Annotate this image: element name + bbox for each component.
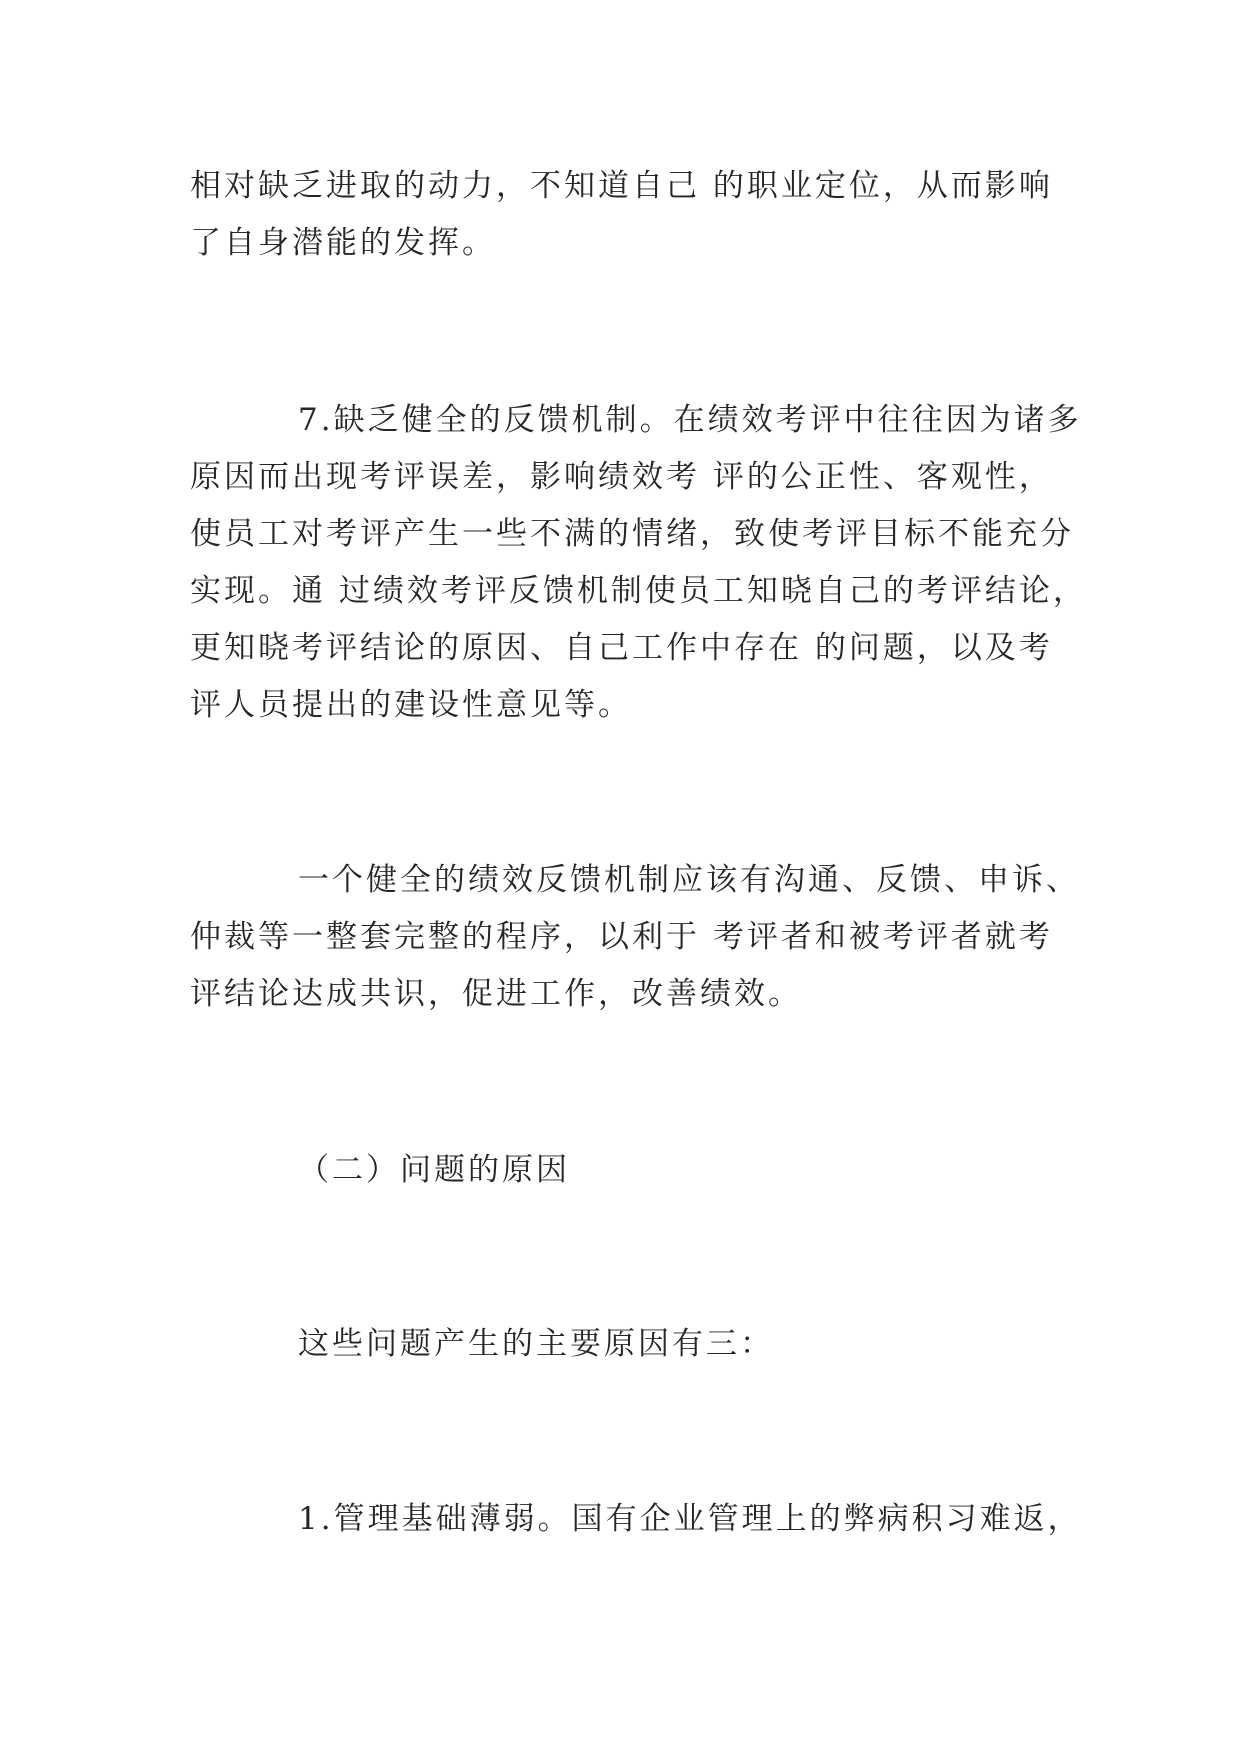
paragraph-line: 更知晓考评结论的原因、自己工作中存在 的问题，以及考 [190, 630, 1053, 666]
paragraph-line: 实现。通 过绩效考评反馈机制使员工知晓自己的考评结论， [190, 573, 1087, 609]
paragraph-line: 了自身潜能的发挥。 [190, 225, 496, 261]
paragraph-line: 1.管理基础薄弱。国有企业管理上的弊病积习难返， [298, 1501, 1082, 1537]
paragraph-line: 使员工对考评产生一些不满的情绪，致使考评目标不能充分 [190, 516, 1074, 552]
paragraph-line: 这些问题产生的主要原因有三： [298, 1326, 774, 1362]
paragraph-line: 7.缺乏健全的反馈机制。在绩效考评中往往因为诸多 [298, 402, 1082, 438]
paragraph-line: 评人员提出的建设性意见等。 [190, 687, 632, 723]
section-heading: （二）问题的原因 [298, 1152, 570, 1188]
paragraph-line: 相对缺乏进取的动力，不知道自己 的职业定位，从而影响 [190, 168, 1053, 204]
paragraph-line: 一个健全的绩效反馈机制应该有沟通、反馈、申诉、 [298, 862, 1080, 898]
paragraph-line: 仲裁等一整套完整的程序，以利于 考评者和被考评者就考 [190, 919, 1053, 955]
paragraph-line: 评结论达成共识，促进工作，改善绩效。 [190, 976, 802, 1012]
paragraph-line: 原因而出现考评误差，影响绩效考 评的公正性、客观性， [190, 459, 1053, 495]
